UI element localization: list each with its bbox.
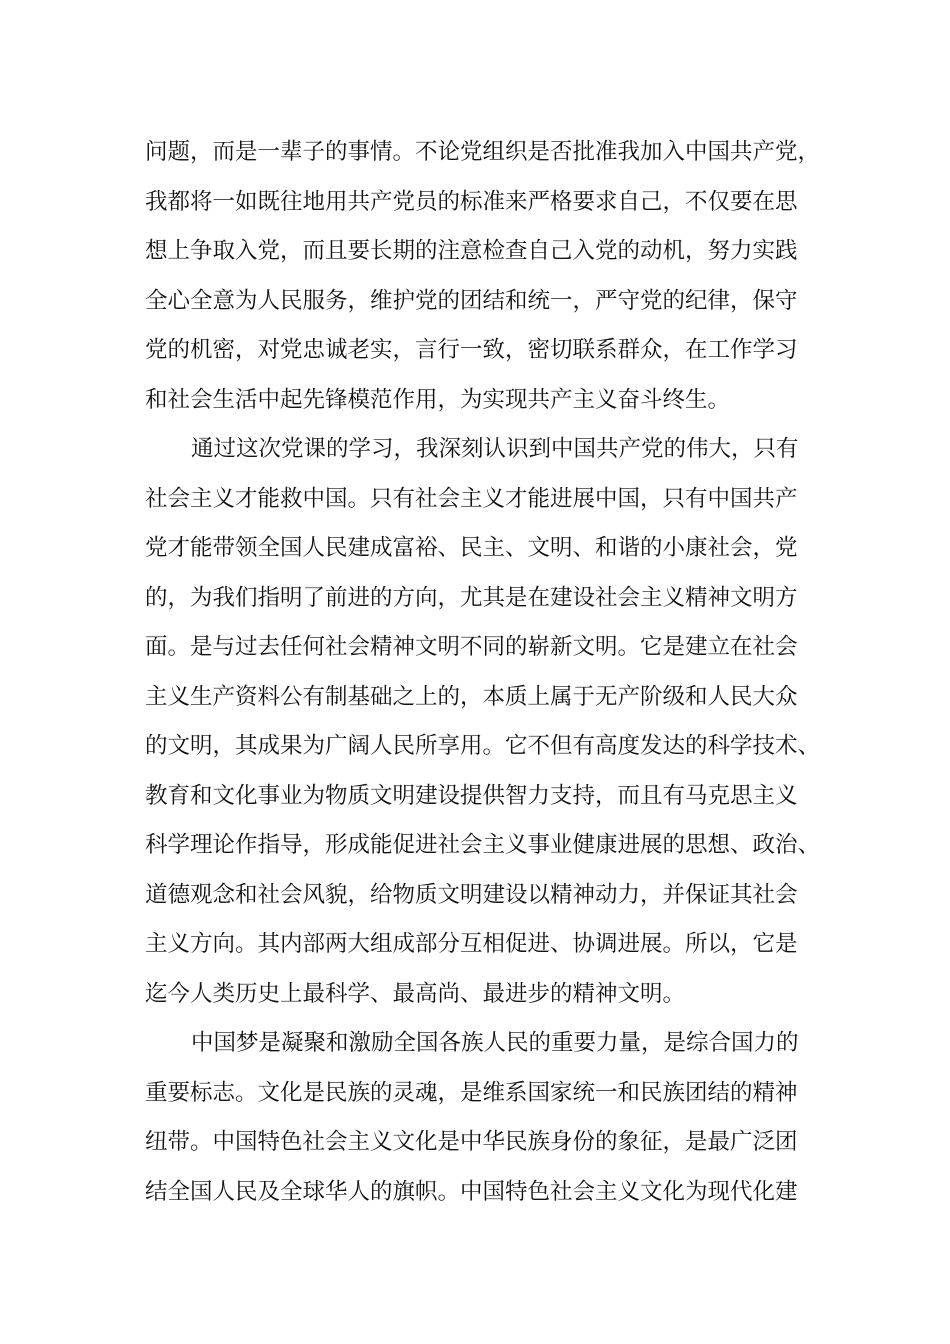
text-line: 党的机密，对党忠诚老实，言行一致，密切联系群众，在工作学习 (145, 337, 798, 363)
text-line: 的文明，其成果为广阔人民所享用。它不但有高度发达的科学技术、 (145, 733, 821, 759)
body-text (145, 128, 821, 1217)
text-line: 结全国人民及全球华人的旗帜。中国特色社会主义文化为现代化建 (145, 1178, 798, 1205)
text-line: 道德观念和社会风貌，给物质文明建设以精神动力，并保证其社会 (145, 881, 798, 908)
text-line: 想上争取入党，而且要长期的注意检查自己入党的动机，努力实践 (145, 238, 798, 264)
text-line: 问题，而是一辈子的事情。不论党组织是否批准我加入中国共产党， (145, 139, 821, 165)
text-line: 党才能带领全国人民建成富裕、民主、文明、和谐的小康社会，党 (145, 535, 798, 561)
text-line: 科学理论作指导，形成能促进社会主义事业健康进展的思想、政治、 (145, 832, 821, 858)
text-line: 全心全意为人民服务，维护党的团结和统一，严守党的纪律，保守 (145, 287, 798, 314)
text-line: 教育和文化事业为物质文明建设提供智力支持，而且有马克思主义 (145, 782, 798, 809)
text-line: 迄今人类历史上最科学、最高尚、最进步的精神文明。 (145, 980, 686, 1007)
text-line: 社会主义才能救中国。只有社会主义才能进展中国，只有中国共产 (145, 485, 798, 512)
text-line: 主义方向。其内部两大组成部分互相促进、协调进展。所以，它是 (145, 931, 798, 957)
text-line: 主义生产资料公有制基础之上的，本质上属于无产阶级和人民大众 (145, 683, 798, 710)
text-line: 纽带。中国特色社会主义文化是中华民族身份的象征，是最广泛团 (145, 1129, 798, 1155)
paragraph-first-line: 通过这次党课的学习，我深刻认识到中国共产党的伟大，只有 (191, 436, 799, 462)
text-line: 面。是与过去任何社会精神文明不同的崭新文明。它是建立在社会 (145, 634, 798, 660)
text-line: 我都将一如既往地用共产党员的标准来严格要求自己，不仅要在思 (145, 188, 798, 215)
text-line: 的，为我们指明了前进的方向，尤其是在建设社会主义精神文明方 (145, 584, 798, 611)
text-line: 和社会生活中起先锋模范作用，为实现共产主义奋斗终生。 (145, 386, 731, 413)
paragraph-first-line: 中国梦是凝聚和激励全国各族人民的重要力量，是综合国力的 (191, 1030, 799, 1056)
text-line: 重要标志。文化是民族的灵魂，是维系国家统一和民族团结的精神 (145, 1079, 798, 1106)
